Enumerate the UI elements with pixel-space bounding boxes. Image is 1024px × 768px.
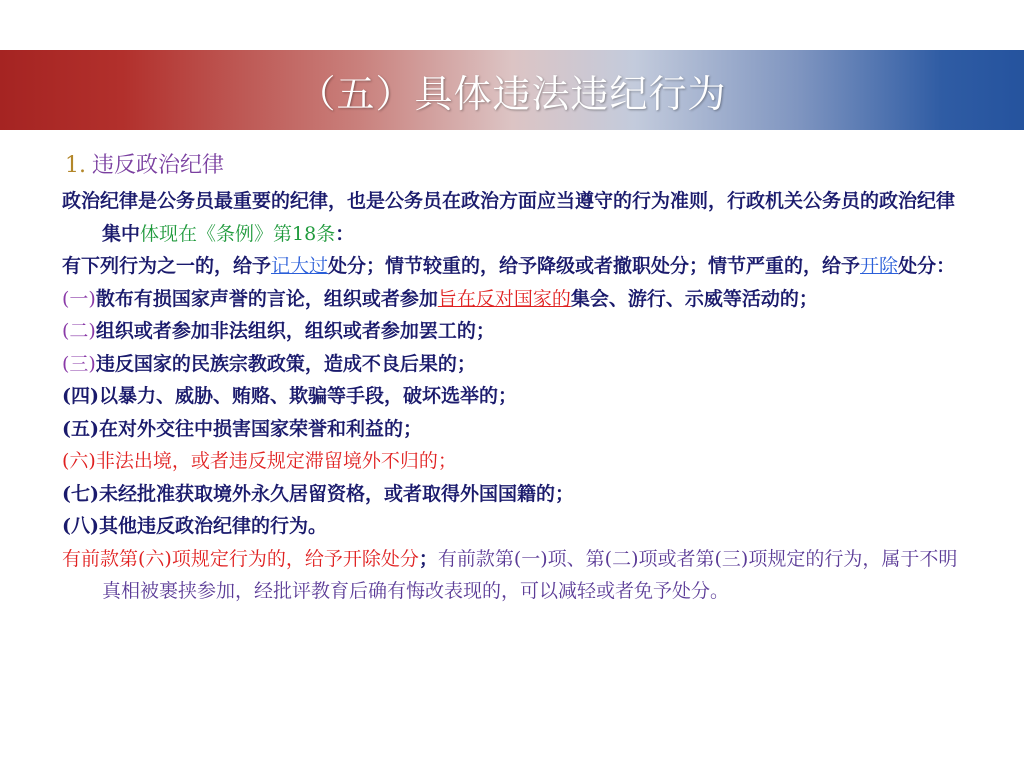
intro-text: 政治纪律是公务员最重要的纪律，也是公务员在政治方面应当遵守的行为准则，行政机关公务员的政治纪律集中 (62, 190, 956, 245)
list-item-mark: (四) (62, 385, 99, 407)
list-item-text: 在对外交往中损害国家荣誉和利益的； (98, 417, 422, 440)
intro-reference: 体现在《条例》第18条 (140, 222, 336, 245)
highlight-link-anti-state[interactable]: 旨在反对国家的 (437, 287, 571, 310)
note-mitigation-text: 有前款第(一)项、第(二)项或者第(三)项规定的行为，属于不明真相被裹挟参加，经批评教育后确有悔改表现的，可以减轻或者免予处分。 (102, 547, 958, 602)
rule-text-3: 处分： (898, 255, 956, 277)
list-item (62, 478, 967, 511)
note-separator: ； (418, 547, 438, 570)
title-banner (0, 50, 1024, 130)
list-item (62, 413, 967, 446)
list-item (62, 315, 967, 348)
list-item (62, 283, 967, 316)
section-heading (65, 148, 967, 184)
section-number: 1. (65, 153, 86, 178)
list-item-text: 以暴力、威胁、贿赂、欺骗等手段，破坏选举的； (98, 385, 517, 407)
list-item (62, 380, 967, 413)
page-title: （五）具体违法违纪行为 (297, 71, 727, 116)
rule-paragraph (62, 250, 967, 283)
list-item-text: 散布有损国家声誉的言论，组织或者参加 (95, 287, 438, 310)
note-dismissal-text: 有前款第(六)项规定行为的，给予开除处分 (62, 547, 419, 570)
list-item-text: 非法出境，或者违反规定滞留境外不归的； (95, 450, 457, 472)
list-item-mark: (七) (62, 482, 99, 505)
list-item-text: 违反国家的民族宗教政策，造成不良后果的； (95, 352, 476, 375)
list-item-mark: (三) (62, 352, 96, 375)
list-item-text: 组织或者参加非法组织，组织或者参加罢工的； (95, 320, 495, 342)
list-item-mark: (五) (62, 417, 99, 440)
list-item-highlighted (62, 445, 967, 478)
list-item-mark: (一) (62, 287, 96, 310)
rule-text-1: 有下列行为之一的，给予 (62, 255, 272, 277)
document-body (62, 148, 967, 608)
intro-colon: ： (335, 222, 355, 245)
note-paragraph (62, 543, 967, 608)
list-item-mark: (二) (62, 320, 96, 342)
penalty-link-dismissal[interactable]: 开除 (860, 255, 899, 277)
list-item (62, 510, 967, 543)
list-item-text: 未经批准获取境外永久居留资格，或者取得外国国籍的； (98, 482, 574, 505)
list-item-mark: (八) (62, 515, 99, 537)
list-item-mark: (六) (62, 450, 96, 472)
intro-paragraph (62, 185, 967, 250)
penalty-link-major-demerit[interactable]: 记大过 (271, 255, 329, 277)
list-item-text: 其他违反政治纪律的行为。 (98, 515, 327, 537)
section-heading-text: 违反政治纪律 (92, 153, 225, 178)
rule-text-2: 处分；情节较重的，给予降级或者撤职处分；情节严重的，给予 (328, 255, 861, 277)
list-item (62, 348, 967, 381)
list-item-text-end: 集会、游行、示威等活动的； (570, 287, 818, 310)
